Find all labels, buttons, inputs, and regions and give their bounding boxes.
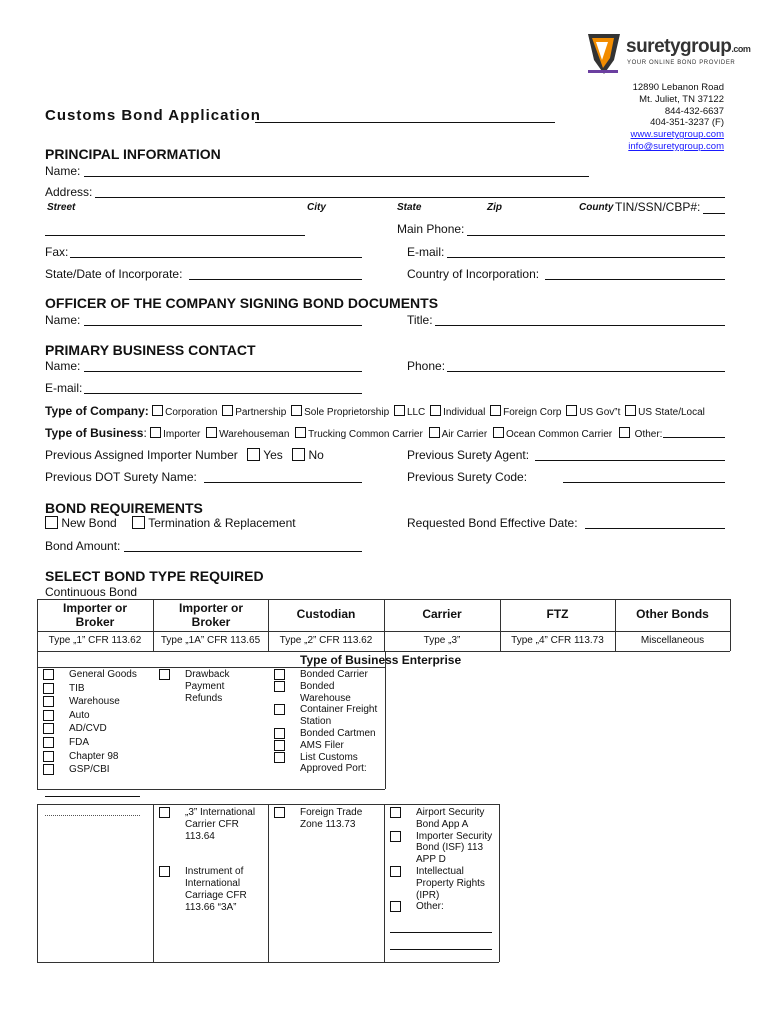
checkbox-icon[interactable] — [493, 427, 504, 438]
option-bonded-cartmen[interactable]: Bonded Cartmen — [274, 728, 382, 740]
checkbox-icon[interactable] — [152, 405, 163, 416]
address-phone: 844-432-6637 — [664, 105, 724, 117]
type-misc: Miscellaneous — [640, 635, 705, 646]
enterprise-col-2 — [159, 669, 267, 704]
option-other-bond[interactable]: Other: — [390, 901, 498, 913]
yes-label: Yes — [263, 448, 283, 462]
other-bond-field-2[interactable] — [390, 949, 492, 950]
enterprise-heading: Type of Business Enterprise — [300, 653, 462, 667]
type-company-row: Type of Company: Corporation Partnership Sole Proprietorship LLC Individual Foreign Corp US Gov‟t US State/Local — [45, 404, 705, 418]
checkbox-icon[interactable] — [43, 683, 54, 694]
option-airport-security[interactable]: Airport Security Bond App A — [390, 807, 498, 831]
checkbox-icon[interactable] — [43, 737, 54, 748]
checkbox-icon[interactable] — [274, 704, 285, 715]
checkbox-icon[interactable] — [390, 866, 401, 877]
company-address — [628, 82, 724, 153]
checkbox-icon[interactable] — [43, 751, 54, 762]
officer-name-label: Name: — [45, 313, 81, 327]
termination-label: Termination & Replacement — [148, 516, 296, 530]
officer-heading: OFFICER OF THE COMPANY SIGNING BOND DOCUMENTS — [45, 295, 439, 311]
fax-field[interactable] — [70, 257, 362, 258]
state-caption: State — [397, 202, 422, 213]
option-individual[interactable]: Individual — [430, 407, 485, 418]
type-1: Type „1” CFR 113.62 — [48, 635, 142, 646]
type-1a: Type „1A” CFR 113.65 — [160, 635, 261, 646]
business-other-field[interactable] — [663, 437, 725, 438]
option-list-customs[interactable]: List Customs Approved Port: — [274, 752, 382, 776]
checkbox-icon[interactable] — [390, 831, 401, 842]
yes-checkbox[interactable] — [247, 448, 260, 461]
fax-label: Fax: — [45, 245, 69, 259]
checkbox-icon[interactable] — [206, 427, 217, 438]
officer-title-field[interactable] — [435, 325, 725, 326]
principal-extra-field[interactable] — [45, 235, 305, 236]
option-intellectual-property[interactable]: Intellectual Property Rights (IPR) — [390, 866, 498, 901]
checkbox-icon[interactable] — [159, 669, 170, 680]
officer-name-field[interactable] — [84, 325, 362, 326]
termination-checkbox[interactable] — [132, 516, 145, 529]
option-foreign-trade-zone[interactable]: Foreign Trade Zone 113.73 — [274, 807, 382, 831]
checkbox-icon[interactable] — [159, 866, 170, 877]
email-link[interactable]: info@suretygroup.com — [628, 140, 724, 152]
principal-email-label: E-mail: — [407, 245, 445, 259]
option-other[interactable]: Other: — [619, 429, 663, 440]
checkbox-icon[interactable] — [274, 728, 285, 739]
new-bond-checkbox[interactable] — [45, 516, 58, 529]
checkbox-icon[interactable] — [150, 427, 161, 438]
type-2: Type „2” CFR 113.62 — [279, 635, 373, 646]
tin-field[interactable] — [703, 213, 725, 214]
enterprise-col-6 — [390, 807, 498, 913]
prev-code-field[interactable] — [563, 482, 725, 483]
option-us-state-local[interactable]: US State/Local — [625, 407, 705, 418]
checkbox-icon[interactable] — [43, 696, 54, 707]
option-container-freight[interactable]: Container Freight Station — [274, 704, 382, 728]
header-other-bonds: Other Bonds — [636, 607, 709, 621]
header-importer-broker-2: Importer or Broker — [178, 601, 243, 629]
contact-email-label: E-mail: — [45, 381, 83, 395]
contact-heading: PRIMARY BUSINESS CONTACT — [45, 342, 256, 358]
option-corporation[interactable]: Corporation — [152, 407, 217, 418]
enterprise-col-1 — [43, 669, 153, 776]
principal-address-field[interactable] — [95, 197, 725, 198]
website-link[interactable]: www.suretygroup.com — [630, 129, 724, 141]
county-caption: County — [579, 202, 614, 213]
no-label: No — [308, 448, 324, 462]
header-custodian: Custodian — [296, 607, 356, 621]
option-instrument-international[interactable]: Instrument of International Carriage CFR 113.66 “3A” — [159, 866, 267, 913]
option-drawback[interactable]: Drawback Payment Refunds — [159, 669, 267, 704]
contact-name-field[interactable] — [84, 371, 362, 372]
checkbox-icon[interactable] — [429, 427, 440, 438]
main-phone-field[interactable] — [467, 235, 725, 236]
state-date-label: State/Date of Incorporate: — [45, 267, 183, 281]
principal-heading: PRINCIPAL INFORMATION — [45, 146, 221, 162]
checkbox-icon[interactable] — [274, 740, 285, 751]
checkbox-icon[interactable] — [390, 901, 401, 912]
checkbox-icon[interactable] — [291, 405, 302, 416]
other-bond-field-1[interactable] — [390, 932, 492, 933]
type-company-label: Type of Company — [45, 404, 145, 418]
bond-amount-label: Bond Amount: — [45, 539, 121, 553]
option-ad-cvd[interactable]: AD/CVD — [43, 723, 153, 735]
address-city: Mt. Juliet, TN 37122 — [639, 93, 724, 105]
principal-name-label: Name: — [45, 164, 81, 178]
checkbox-icon[interactable] — [390, 807, 401, 818]
logo-tagline: YOUR ONLINE BOND PROVIDER — [627, 60, 736, 66]
contact-phone-field[interactable] — [447, 371, 725, 372]
prev-dot-label: Previous DOT Surety Name: — [45, 470, 197, 484]
checkbox-icon[interactable] — [43, 710, 54, 721]
country-field[interactable] — [545, 279, 725, 280]
option-importer-security[interactable]: Importer Security Bond (ISF) 113 APP D — [390, 831, 498, 866]
officer-title-label: Title: — [407, 313, 433, 327]
state-date-field[interactable] — [189, 279, 362, 280]
page-title: Customs Bond Application — [45, 107, 261, 124]
checkbox-icon[interactable] — [274, 752, 285, 763]
type-4: Type „4” CFR 113.73 — [511, 635, 604, 646]
header-carrier: Carrier — [422, 607, 462, 621]
title-underline — [255, 122, 555, 123]
checkbox-icon[interactable] — [222, 405, 233, 416]
checkbox-icon[interactable] — [43, 723, 54, 734]
checkbox-icon[interactable] — [274, 669, 285, 680]
logo-brand: suretygroup — [626, 36, 732, 57]
bond-amount-field[interactable] — [124, 551, 362, 552]
city-caption: City — [307, 202, 326, 213]
lower-blank-line-2[interactable] — [45, 815, 140, 816]
country-label: Country of Incorporation: — [407, 267, 540, 281]
prev-dot-field[interactable] — [204, 482, 362, 483]
checkbox-icon[interactable] — [490, 405, 501, 416]
option-bonded-warehouse[interactable]: Bonded Warehouse — [274, 681, 382, 705]
bond-options-row — [45, 516, 296, 530]
option-importer[interactable]: Importer — [150, 429, 200, 440]
option-chapter-98[interactable]: Chapter 98 — [43, 751, 153, 763]
address-fax: 404-351-3237 (F) — [650, 117, 724, 129]
option-general-goods[interactable]: General Goods — [43, 669, 153, 681]
type-business-label: Type of Business — [45, 426, 144, 440]
principal-address-label: Address: — [45, 185, 93, 199]
option-air-carrier[interactable]: Air Carrier — [429, 429, 488, 440]
bond-heading: BOND REQUIREMENTS — [45, 500, 203, 516]
option-international-carrier[interactable]: „3” International Carrier CFR 113.64 — [159, 807, 267, 842]
header-importer-broker-1: Importer or Broker — [62, 601, 127, 629]
prev-importer-row — [45, 448, 324, 462]
contact-email-field[interactable] — [84, 393, 362, 394]
option-foreign-corp[interactable]: Foreign Corp — [490, 407, 561, 418]
enterprise-col-5 — [274, 807, 382, 831]
option-bonded-carrier[interactable]: Bonded Carrier — [274, 669, 382, 681]
option-ams-filer[interactable]: AMS Filer — [274, 740, 382, 752]
tin-label: TIN/SSN/CBP#: — [615, 200, 701, 214]
option-us-govt[interactable]: US Gov‟t — [566, 407, 620, 418]
contact-name-label: Name: — [45, 359, 81, 373]
option-warehouse[interactable]: Warehouse — [43, 696, 153, 708]
option-tib[interactable]: TIB — [43, 683, 153, 695]
zip-caption: Zip — [487, 202, 502, 213]
effective-date-field[interactable] — [585, 528, 725, 529]
header-ftz: FTZ — [546, 607, 569, 621]
option-trucking[interactable]: Trucking Common Carrier — [295, 429, 423, 440]
checkbox-icon[interactable] — [274, 681, 285, 692]
logo-com: .com — [731, 44, 751, 54]
checkbox-icon[interactable] — [43, 764, 54, 775]
prev-agent-field[interactable] — [535, 460, 725, 461]
checkbox-icon[interactable] — [159, 807, 170, 818]
no-checkbox[interactable] — [292, 448, 305, 461]
checkbox-icon[interactable] — [619, 427, 630, 438]
option-gsp-cbi[interactable]: GSP/CBI — [43, 764, 153, 776]
select-heading: SELECT BOND TYPE REQUIRED — [45, 568, 264, 584]
option-ocean-carrier[interactable]: Ocean Common Carrier — [493, 429, 612, 440]
option-auto[interactable]: Auto — [43, 710, 153, 722]
principal-email-field[interactable] — [447, 257, 725, 258]
effective-date-label: Requested Bond Effective Date: — [407, 516, 578, 530]
option-fda[interactable]: FDA — [43, 737, 153, 749]
main-phone-label: Main Phone: — [397, 222, 465, 236]
prev-code-label: Previous Surety Code: — [407, 470, 528, 484]
option-partnership[interactable]: Partnership — [222, 407, 286, 418]
type-business-row: Type of Business: Importer Warehouseman Trucking Common Carrier Air Carrier Ocean Common Carrier Other: — [45, 426, 663, 440]
checkbox-icon[interactable] — [43, 669, 54, 680]
checkbox-icon[interactable] — [394, 405, 405, 416]
street-caption: Street — [47, 202, 76, 213]
checkbox-icon[interactable] — [430, 405, 441, 416]
enterprise-col-4 — [159, 807, 267, 914]
checkbox-icon[interactable] — [274, 807, 285, 818]
logo-mark-icon — [584, 30, 624, 76]
option-warehouseman[interactable]: Warehouseman — [206, 429, 289, 440]
option-llc[interactable]: LLC — [394, 407, 425, 418]
company-logo — [584, 30, 751, 80]
type-3: Type „3” — [423, 635, 461, 646]
continuous-label: Continuous Bond — [45, 585, 138, 599]
address-street: 12890 Lebanon Road — [632, 82, 724, 93]
checkbox-icon[interactable] — [625, 405, 636, 416]
principal-name-field[interactable] — [84, 176, 589, 177]
checkbox-icon[interactable] — [295, 427, 306, 438]
prev-importer-label: Previous Assigned Importer Number — [45, 448, 238, 462]
option-sole-proprietorship[interactable]: Sole Proprietorship — [291, 407, 389, 418]
contact-phone-label: Phone: — [407, 359, 446, 373]
new-bond-label: New Bond — [61, 516, 117, 530]
lower-blank-line-1[interactable] — [45, 796, 140, 797]
checkbox-icon[interactable] — [566, 405, 577, 416]
prev-agent-label: Previous Surety Agent: — [407, 448, 530, 462]
enterprise-col-3 — [274, 669, 382, 775]
